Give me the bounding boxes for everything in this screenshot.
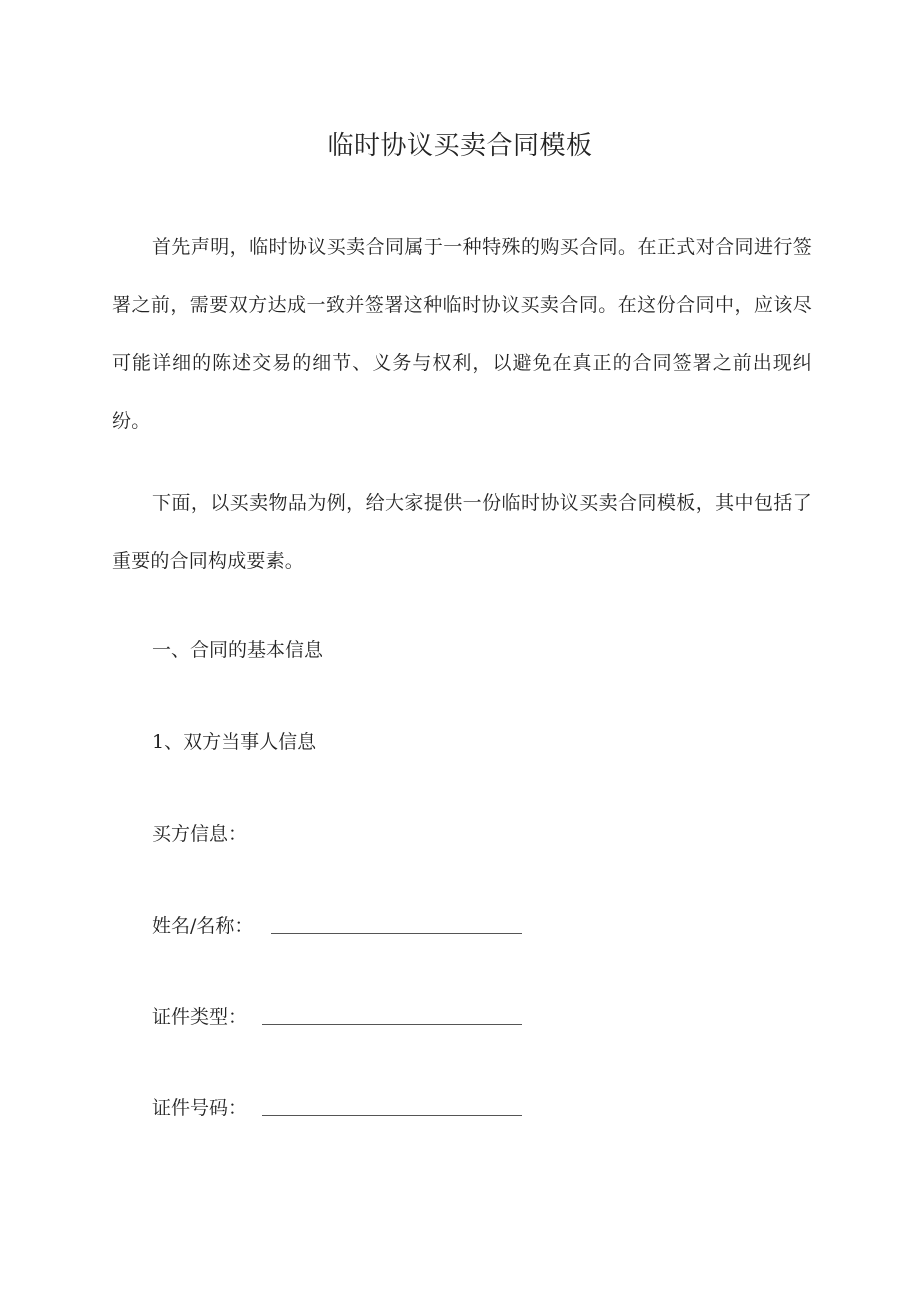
subsection-heading: 1、双方当事人信息 [152, 731, 317, 753]
id-number-blank-line [262, 1115, 522, 1116]
example-paragraph: 下面，以买卖物品为例，给大家提供一份临时协议买卖合同模板，其中包括了重要的合同构成要素。 [112, 492, 812, 572]
id-type-field-label: 证件类型： [152, 1006, 248, 1028]
name-field-label: 姓名/名称： [152, 915, 254, 937]
section-heading: 一、合同的基本信息 [152, 639, 324, 661]
id-type-blank-line [262, 1024, 522, 1025]
buyer-info-label: 买方信息： [152, 823, 248, 845]
name-blank-line [271, 933, 522, 934]
document-title: 临时协议买卖合同模板 [327, 131, 593, 161]
id-number-field-label: 证件号码： [152, 1097, 248, 1119]
intro-paragraph: 首先声明，临时协议买卖合同属于一种特殊的购买合同。在正式对合同进行签署之前，需要双方达成一致并签署这种临时协议买卖合同。在这份合同中，应该尽可能详细的陈述交易的细节、义务与权利，以避免在真正的合同签署之前出现纠纷。 [112, 236, 812, 432]
